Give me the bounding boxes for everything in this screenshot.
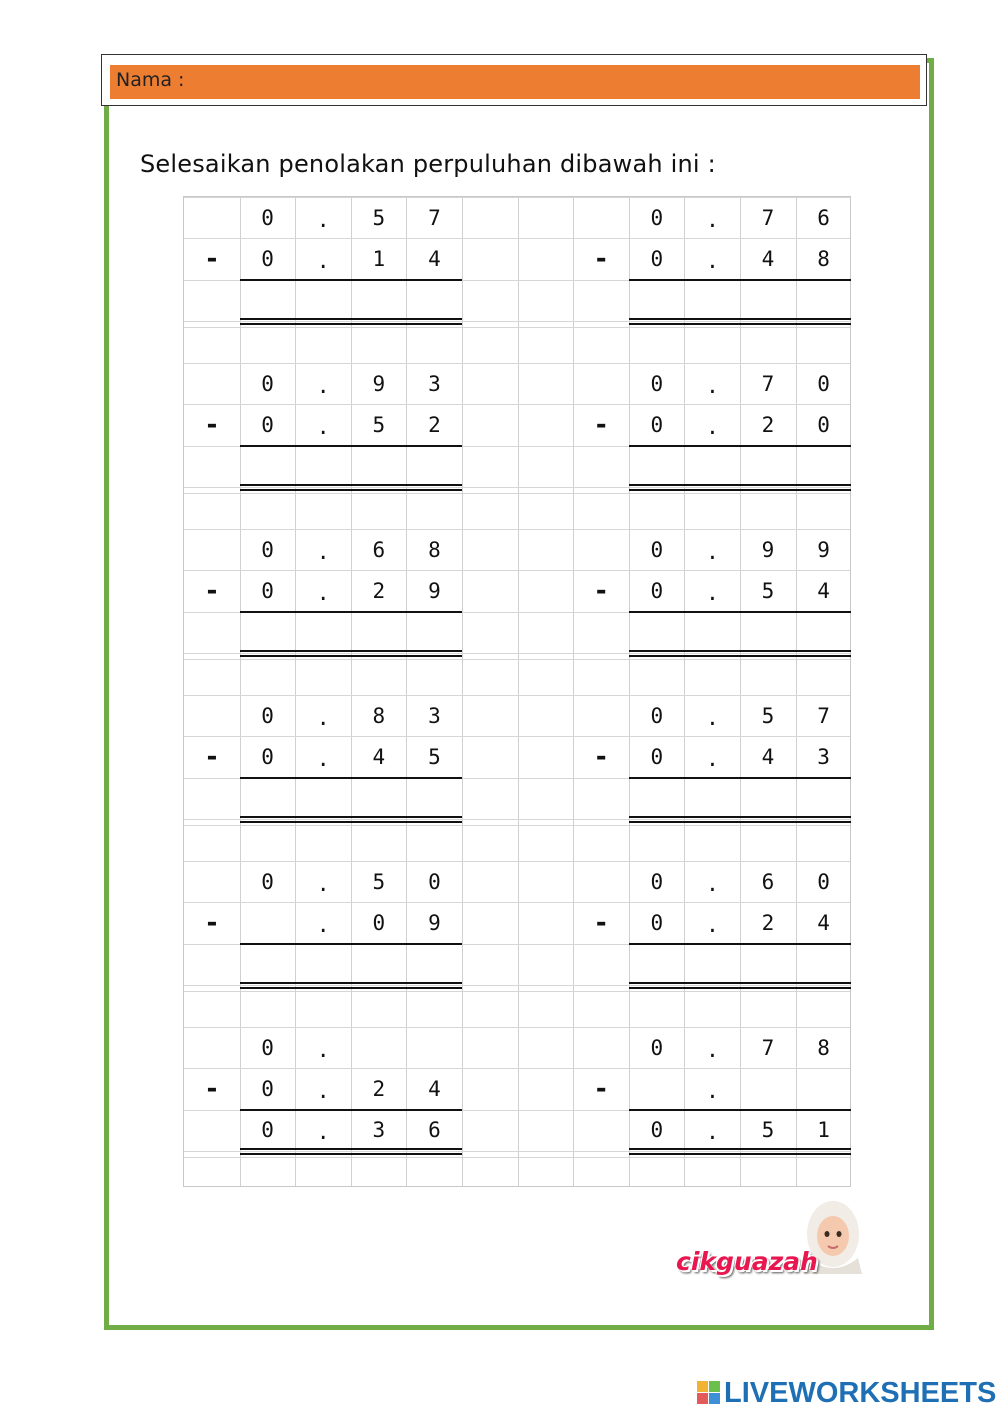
instruction-text: Selesaikan penolakan perpuluhan dibawah ini : bbox=[140, 150, 716, 178]
result-line-top bbox=[629, 1148, 851, 1150]
digit-cell-bottom: . bbox=[316, 1079, 330, 1103]
result-line-top bbox=[240, 650, 462, 652]
digit-cell-answer[interactable] bbox=[684, 944, 740, 984]
subtraction-line bbox=[629, 1109, 851, 1111]
digit-cell-top: 0 bbox=[650, 870, 664, 894]
digit-cell-answer[interactable] bbox=[295, 944, 351, 984]
digit-cell-top: 3 bbox=[428, 372, 441, 396]
digit-cell-answer[interactable] bbox=[740, 280, 796, 320]
digit-cell-bottom: 8 bbox=[817, 247, 830, 271]
digit-cell-top: . bbox=[316, 872, 330, 896]
digit-cell-top: 0 bbox=[650, 704, 664, 728]
digit-cell-answer: . bbox=[706, 1120, 719, 1144]
digit-cell-answer[interactable] bbox=[351, 778, 407, 818]
digit-cell-bottom: 4 bbox=[761, 247, 775, 271]
digit-cell-top: 8 bbox=[372, 704, 386, 728]
subtraction-line bbox=[240, 445, 462, 447]
digit-cell-top: . bbox=[316, 208, 330, 232]
digit-cell-top: 7 bbox=[428, 206, 441, 230]
grid-column-line bbox=[518, 197, 519, 1186]
digit-cell-top: 6 bbox=[372, 538, 386, 562]
digit-cell-answer[interactable] bbox=[629, 280, 685, 320]
digit-cell-top: 0 bbox=[261, 372, 274, 396]
digit-cell-top: 9 bbox=[761, 538, 775, 562]
digit-cell-bottom: 5 bbox=[372, 413, 386, 437]
digit-cell-top: 0 bbox=[261, 704, 274, 728]
liveworksheets-logo: LIVEWORKSHEETS bbox=[724, 1377, 997, 1409]
digit-cell-top: 0 bbox=[261, 870, 274, 894]
grid-row-line bbox=[184, 991, 850, 992]
name-label: Nama : bbox=[116, 69, 185, 91]
digit-cell-top: . bbox=[316, 374, 330, 398]
digit-cell-top: 7 bbox=[761, 1036, 775, 1060]
digit-cell-bottom: 0 bbox=[650, 745, 664, 769]
digit-cell-bottom: 2 bbox=[372, 1077, 386, 1101]
result-line-bottom bbox=[629, 987, 851, 989]
digit-cell-bottom: 0 bbox=[650, 247, 664, 271]
minus-sign: - bbox=[204, 244, 220, 274]
digit-cell-answer: 0 bbox=[261, 1118, 274, 1142]
digit-cell-answer[interactable] bbox=[240, 612, 296, 652]
digit-cell-top: . bbox=[706, 208, 719, 232]
result-line-bottom bbox=[629, 821, 851, 823]
digit-cell-top[interactable] bbox=[406, 1028, 462, 1068]
digit-cell-top: 5 bbox=[761, 704, 775, 728]
digit-cell-top: . bbox=[706, 1038, 719, 1062]
name-bar bbox=[101, 54, 927, 106]
result-line-top bbox=[240, 1148, 462, 1150]
digit-cell-bottom: . bbox=[316, 415, 330, 439]
digit-cell-bottom: 2 bbox=[761, 413, 775, 437]
digit-cell-top: 6 bbox=[761, 870, 775, 894]
result-line-top bbox=[629, 650, 851, 652]
digit-cell-bottom: 0 bbox=[261, 579, 274, 603]
digit-cell-top: 0 bbox=[261, 538, 274, 562]
digit-cell-answer[interactable] bbox=[406, 612, 462, 652]
digit-cell-bottom: 2 bbox=[761, 911, 775, 935]
digit-cell-answer[interactable] bbox=[629, 944, 685, 984]
digit-cell-bottom: 0 bbox=[372, 911, 386, 935]
digit-cell-answer[interactable] bbox=[240, 778, 296, 818]
minus-sign: - bbox=[593, 410, 610, 440]
digit-cell-answer[interactable] bbox=[740, 446, 796, 486]
minus-sign: - bbox=[593, 244, 610, 274]
result-line-bottom bbox=[629, 655, 851, 657]
digit-cell-answer[interactable] bbox=[629, 612, 685, 652]
worksheet-grid bbox=[183, 196, 851, 1187]
digit-cell-top: 0 bbox=[261, 1036, 274, 1060]
digit-cell-answer: 5 bbox=[761, 1118, 775, 1142]
digit-cell-bottom: . bbox=[706, 581, 719, 605]
digit-cell-answer[interactable] bbox=[351, 446, 407, 486]
subtraction-line bbox=[240, 611, 462, 613]
digit-cell-bottom: 5 bbox=[428, 745, 441, 769]
subtraction-line bbox=[240, 1109, 462, 1111]
digit-cell-answer[interactable] bbox=[629, 446, 685, 486]
grid-column-line bbox=[573, 197, 574, 1186]
digit-cell-top: 0 bbox=[650, 538, 664, 562]
digit-cell-bottom: 3 bbox=[817, 745, 830, 769]
digit-cell-answer[interactable] bbox=[240, 944, 296, 984]
grid-row-line bbox=[184, 653, 850, 654]
digit-cell-top: . bbox=[706, 374, 719, 398]
digit-cell-answer: 0 bbox=[650, 1118, 664, 1142]
digit-cell-bottom[interactable] bbox=[796, 1069, 852, 1109]
digit-cell-bottom[interactable] bbox=[740, 1069, 796, 1109]
result-line-top bbox=[240, 318, 462, 320]
digit-cell-answer[interactable] bbox=[351, 944, 407, 984]
author-logo: cikguazah bbox=[676, 1247, 818, 1276]
digit-cell-answer: . bbox=[316, 1120, 330, 1144]
result-line-bottom bbox=[240, 323, 462, 325]
digit-cell-top: 0 bbox=[428, 870, 441, 894]
digit-cell-bottom: 9 bbox=[428, 579, 441, 603]
digit-cell-top: 9 bbox=[817, 538, 830, 562]
minus-sign: - bbox=[593, 576, 610, 606]
digit-cell-top: 8 bbox=[817, 1036, 830, 1060]
digit-cell-answer[interactable] bbox=[240, 446, 296, 486]
digit-cell-bottom: . bbox=[706, 747, 719, 771]
digit-cell-answer[interactable] bbox=[796, 280, 852, 320]
digit-cell-bottom: 4 bbox=[761, 745, 775, 769]
grid-row-line bbox=[184, 493, 850, 494]
digit-cell-answer[interactable] bbox=[406, 280, 462, 320]
digit-cell-bottom: . bbox=[706, 249, 719, 273]
digit-cell-top: 8 bbox=[428, 538, 441, 562]
digit-cell-bottom: 0 bbox=[261, 413, 274, 437]
digit-cell-top: 7 bbox=[817, 704, 830, 728]
digit-cell-bottom: 1 bbox=[372, 247, 386, 271]
digit-cell-bottom: 4 bbox=[372, 745, 386, 769]
result-line-bottom bbox=[240, 821, 462, 823]
digit-cell-answer[interactable] bbox=[740, 612, 796, 652]
digit-cell-bottom: . bbox=[706, 1079, 719, 1103]
result-line-bottom bbox=[629, 489, 851, 491]
digit-cell-answer[interactable] bbox=[796, 446, 852, 486]
digit-cell-top: 5 bbox=[372, 870, 386, 894]
result-line-bottom bbox=[629, 323, 851, 325]
digit-cell-top: . bbox=[316, 1038, 330, 1062]
digit-cell-bottom[interactable] bbox=[240, 903, 296, 943]
grid-row-line bbox=[184, 321, 850, 322]
subtraction-line bbox=[629, 611, 851, 613]
result-line-bottom bbox=[240, 655, 462, 657]
name-input-area[interactable] bbox=[110, 65, 920, 99]
digit-cell-top: . bbox=[706, 540, 719, 564]
digit-cell-answer[interactable] bbox=[406, 778, 462, 818]
digit-cell-answer[interactable] bbox=[740, 944, 796, 984]
digit-cell-bottom: 0 bbox=[650, 911, 664, 935]
minus-sign: - bbox=[593, 742, 610, 772]
digit-cell-bottom: . bbox=[316, 581, 330, 605]
digit-cell-top: . bbox=[316, 540, 330, 564]
digit-cell-answer[interactable] bbox=[295, 280, 351, 320]
grid-row-line bbox=[184, 985, 850, 986]
digit-cell-top: . bbox=[706, 872, 719, 896]
minus-sign: - bbox=[204, 908, 220, 938]
digit-cell-bottom: 0 bbox=[650, 579, 664, 603]
digit-cell-bottom: 5 bbox=[761, 579, 775, 603]
digit-cell-top: 5 bbox=[372, 206, 386, 230]
grid-row-line bbox=[184, 819, 850, 820]
subtraction-line bbox=[240, 279, 462, 281]
digit-cell-top: 7 bbox=[761, 206, 775, 230]
grid-row-line bbox=[184, 659, 850, 660]
result-line-bottom bbox=[629, 1153, 851, 1155]
subtraction-line bbox=[240, 777, 462, 779]
digit-cell-answer[interactable] bbox=[351, 280, 407, 320]
digit-cell-top: 7 bbox=[761, 372, 775, 396]
digit-cell-top: . bbox=[706, 706, 719, 730]
digit-cell-top: 0 bbox=[650, 206, 664, 230]
digit-cell-bottom: . bbox=[316, 913, 330, 937]
digit-cell-answer[interactable] bbox=[629, 778, 685, 818]
digit-cell-top[interactable] bbox=[351, 1028, 407, 1068]
digit-cell-bottom: . bbox=[706, 913, 719, 937]
digit-cell-answer[interactable] bbox=[796, 612, 852, 652]
digit-cell-answer[interactable] bbox=[740, 778, 796, 818]
digit-cell-answer[interactable] bbox=[295, 612, 351, 652]
digit-cell-answer: 1 bbox=[817, 1118, 830, 1142]
digit-cell-answer[interactable] bbox=[351, 612, 407, 652]
subtraction-line bbox=[629, 777, 851, 779]
minus-sign: - bbox=[593, 1074, 610, 1104]
digit-cell-answer[interactable] bbox=[406, 446, 462, 486]
digit-cell-top: 0 bbox=[650, 1036, 664, 1060]
digit-cell-top: 3 bbox=[428, 704, 441, 728]
grid-row-line bbox=[184, 327, 850, 328]
digit-cell-top: 0 bbox=[261, 206, 274, 230]
digit-cell-top: 0 bbox=[817, 870, 830, 894]
digit-cell-bottom: 0 bbox=[261, 247, 274, 271]
digit-cell-bottom: 4 bbox=[428, 247, 441, 271]
result-line-top bbox=[240, 816, 462, 818]
digit-cell-bottom: 2 bbox=[428, 413, 441, 437]
digit-cell-bottom: . bbox=[316, 249, 330, 273]
subtraction-line bbox=[629, 943, 851, 945]
digit-cell-answer: 6 bbox=[428, 1118, 441, 1142]
digit-cell-answer[interactable] bbox=[684, 778, 740, 818]
digit-cell-bottom[interactable] bbox=[629, 1069, 685, 1109]
digit-cell-bottom: 0 bbox=[261, 1077, 274, 1101]
digit-cell-top: 0 bbox=[817, 372, 830, 396]
digit-cell-bottom: 4 bbox=[428, 1077, 441, 1101]
digit-cell-answer[interactable] bbox=[796, 778, 852, 818]
result-line-top bbox=[240, 982, 462, 984]
minus-sign: - bbox=[204, 1074, 220, 1104]
result-line-top bbox=[629, 816, 851, 818]
result-line-bottom bbox=[240, 1153, 462, 1155]
digit-cell-top: . bbox=[316, 706, 330, 730]
liveworksheets-icon bbox=[697, 1381, 721, 1409]
digit-cell-bottom: 4 bbox=[817, 579, 830, 603]
grid-row-line bbox=[184, 825, 850, 826]
result-line-bottom bbox=[240, 987, 462, 989]
subtraction-line bbox=[629, 445, 851, 447]
digit-cell-bottom: 9 bbox=[428, 911, 441, 935]
digit-cell-bottom: . bbox=[706, 415, 719, 439]
minus-sign: - bbox=[593, 908, 610, 938]
digit-cell-bottom: 2 bbox=[372, 579, 386, 603]
digit-cell-answer[interactable] bbox=[295, 778, 351, 818]
digit-cell-answer[interactable] bbox=[295, 446, 351, 486]
digit-cell-answer[interactable] bbox=[684, 446, 740, 486]
grid-row-line bbox=[184, 1157, 850, 1158]
digit-cell-answer[interactable] bbox=[684, 280, 740, 320]
minus-sign: - bbox=[204, 742, 220, 772]
digit-cell-answer[interactable] bbox=[240, 280, 296, 320]
digit-cell-bottom: 0 bbox=[817, 413, 830, 437]
result-line-top bbox=[240, 484, 462, 486]
result-line-top bbox=[629, 484, 851, 486]
digit-cell-top: 0 bbox=[650, 372, 664, 396]
digit-cell-answer: 3 bbox=[372, 1118, 386, 1142]
grid-row-line bbox=[184, 1151, 850, 1152]
subtraction-line bbox=[240, 943, 462, 945]
result-line-top bbox=[629, 318, 851, 320]
digit-cell-bottom: . bbox=[316, 747, 330, 771]
minus-sign: - bbox=[204, 576, 220, 606]
digit-cell-bottom: 4 bbox=[817, 911, 830, 935]
minus-sign: - bbox=[204, 410, 220, 440]
result-line-bottom bbox=[240, 489, 462, 491]
digit-cell-top: 9 bbox=[372, 372, 386, 396]
subtraction-line bbox=[629, 279, 851, 281]
digit-cell-top: 6 bbox=[817, 206, 830, 230]
digit-cell-answer[interactable] bbox=[684, 612, 740, 652]
grid-row-line bbox=[184, 487, 850, 488]
digit-cell-answer[interactable] bbox=[406, 944, 462, 984]
result-line-top bbox=[629, 982, 851, 984]
digit-cell-bottom: 0 bbox=[261, 745, 274, 769]
digit-cell-answer[interactable] bbox=[796, 944, 852, 984]
digit-cell-bottom: 0 bbox=[650, 413, 664, 437]
